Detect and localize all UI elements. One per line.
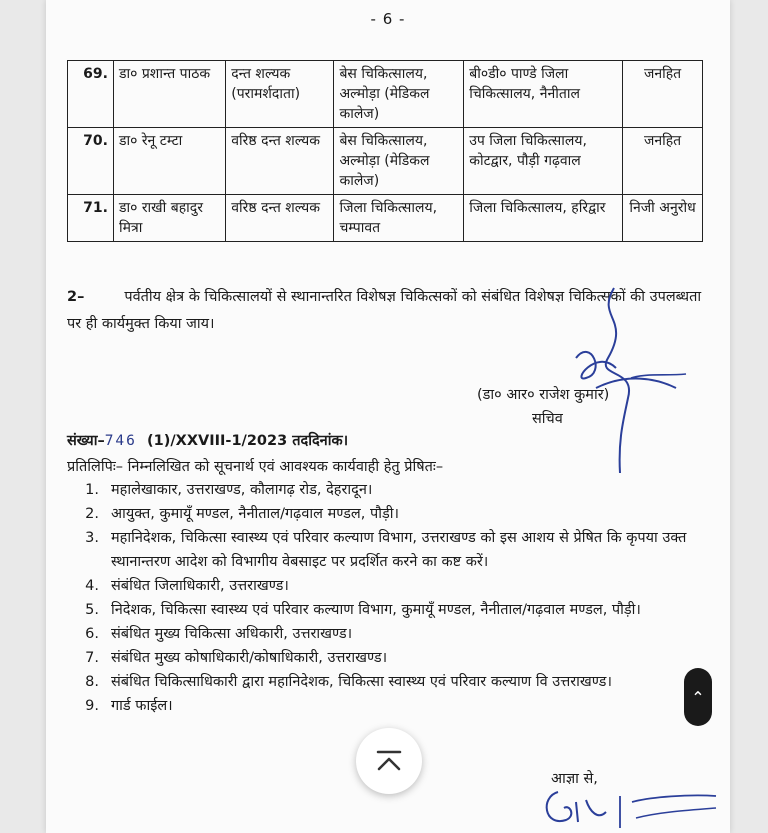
list-item-text: संबंधित चिकित्साधिकारी द्वारा महानिदेशक, चिकित्सा स्वास्थ्य एवं परिवार कल्याण वि उत्तराखण्ड।: [111, 674, 612, 690]
table-row: [68, 128, 703, 195]
paragraph-number: 2–: [67, 289, 85, 305]
paragraph-text: पर्वतीय क्षेत्र के चिकित्सालयों से स्थानान्तरित विशेषज्ञ चिकित्सकों को संबंधित विशेषज्ञ चिकित्सकों की उपलब्धता पर ही कार्यमुक्त किया जाय।: [67, 289, 702, 332]
from-hospital: बेस चिकित्सालय, अल्मोड़ा (मेडिकल कालेज): [334, 61, 464, 128]
copy-list: [67, 478, 717, 718]
back-to-top-button[interactable]: [356, 728, 422, 794]
officer-signature-icon: [540, 782, 720, 832]
from-hospital: जिला चिकित्सालय, चम्पावत: [334, 195, 464, 242]
row-number: 70.: [68, 128, 114, 195]
double-chevron-up-icon: [372, 744, 406, 778]
list-item-text: गार्ड फाईल।: [111, 698, 173, 714]
copy-to-heading: प्रतिलिपिः– निम्नलिखित को सूचनार्थ एवं आवश्यक कार्यवाही हेतु प्रेषितः–: [67, 459, 444, 475]
table-row: [68, 195, 703, 242]
from-hospital: बेस चिकित्सालय, अल्मोड़ा (मेडिकल कालेज): [334, 128, 464, 195]
doctor-post: वरिष्ठ दन्त शल्यक: [226, 128, 334, 195]
list-item-text: निदेशक, चिकित्सा स्वास्थ्य एवं परिवार कल्याण विभाग, कुमायूँ मण्डल, नैनीताल/गढ़वाल मण्डल, पौड़ी।: [111, 602, 641, 618]
doctor-name: डा० राखी बहादुर मित्रा: [113, 195, 225, 242]
doctor-name: डा० प्रशान्त पाठक: [113, 61, 225, 128]
list-item-text: महालेखाकार, उत्तराखण्ड, कौलागढ़ रोड, देहरादून।: [111, 482, 373, 498]
list-item-number: 5.: [85, 602, 99, 618]
secretary-signature-icon: [536, 278, 696, 478]
reference-number: [67, 430, 348, 450]
list-item: [67, 622, 717, 646]
list-item-number: 9.: [85, 698, 99, 714]
row-number: 69.: [68, 61, 114, 128]
list-item-number: 3.: [85, 530, 99, 546]
to-hospital: बी०डी० पाण्डे जिला चिकित्सालय, नैनीताल: [464, 61, 623, 128]
doctor-post: वरिष्ठ दन्त शल्यक: [226, 195, 334, 242]
list-item-number: 1.: [85, 482, 99, 498]
list-item-text: महानिदेशक, चिकित्सा स्वास्थ्य एवं परिवार कल्याण विभाग, उत्तराखण्ड को इस आशय से प्रेषित कि कृपया उक्त स्थानान्तरण आदेश को विभागीय वेबसाइट पर प्रदर्शित करने का कष्ट करें।: [111, 530, 687, 570]
transfer-reason: निजी अनुरोध: [623, 195, 703, 242]
reference-suffix: (1)/XXVIII-1/2023 तददिनांक।: [147, 433, 349, 449]
page-number: - 6 -: [370, 10, 406, 28]
list-item-number: 2.: [85, 506, 99, 522]
list-item: [67, 694, 717, 718]
row-number: 71.: [68, 195, 114, 242]
reference-prefix: संख्या–: [67, 433, 105, 449]
to-hospital: जिला चिकित्सालय, हरिद्वार: [464, 195, 623, 242]
table-row: [68, 61, 703, 128]
transfer-reason: जनहित: [623, 61, 703, 128]
list-item-text: संबंधित मुख्य चिकित्सा अधिकारी, उत्तराखण्ड।: [111, 626, 353, 642]
list-item-number: 8.: [85, 674, 99, 690]
document-page: [46, 0, 730, 833]
list-item: [67, 478, 717, 502]
list-item-number: 6.: [85, 626, 99, 642]
list-item-text: संबंधित मुख्य कोषाधिकारी/कोषाधिकारी, उत्तराखण्ड।: [111, 650, 388, 666]
signatory-name: (डा० आर० राजेश कुमार): [477, 387, 610, 403]
signatory-title: सचिव: [532, 411, 563, 427]
chevron-up-icon: ⌃: [691, 687, 705, 707]
list-item-number: 4.: [85, 578, 99, 594]
list-item: [67, 670, 717, 694]
list-item-text: आयुक्त, कुमायूँ मण्डल, नैनीताल/गढ़वाल मण्डल, पौड़ी।: [111, 506, 399, 522]
transfer-table: [67, 60, 703, 242]
list-item: [67, 646, 717, 670]
to-hospital: उप जिला चिकित्सालय, कोटद्वार, पौड़ी गढ़वाल: [464, 128, 623, 195]
scroll-up-button[interactable]: [684, 668, 712, 726]
doctor-post: दन्त शल्यक (परामर्शदाता): [226, 61, 334, 128]
list-item-number: 7.: [85, 650, 99, 666]
list-item: [67, 598, 717, 622]
doctor-name: डा० रेनू टम्टा: [113, 128, 225, 195]
transfer-reason: जनहित: [623, 128, 703, 195]
list-item-text: संबंधित जिलाधिकारी, उत्तराखण्ड।: [111, 578, 289, 594]
by-order-text: आज्ञा से,: [551, 771, 598, 787]
list-item: [67, 574, 717, 598]
list-item: [67, 502, 717, 526]
list-item: [67, 526, 717, 574]
reference-handwritten-number: 746: [104, 433, 137, 449]
